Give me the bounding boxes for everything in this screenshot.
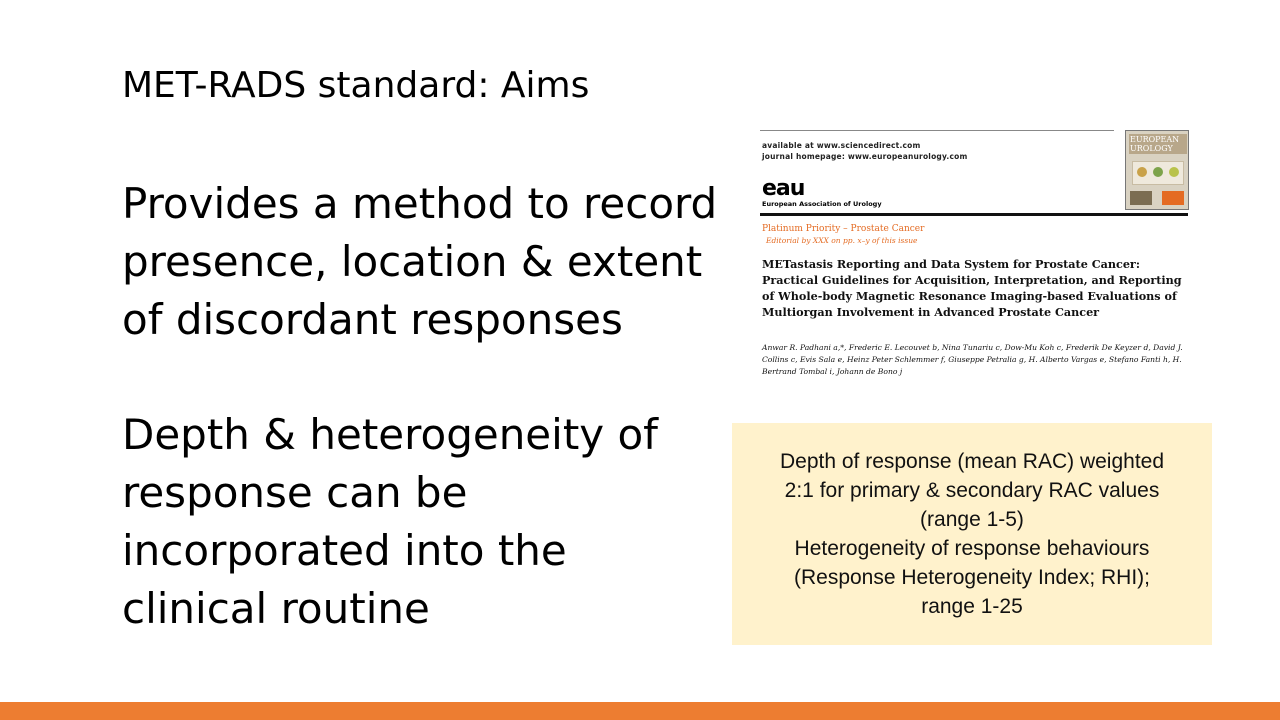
slide-title: MET-RADS standard: Aims xyxy=(122,65,590,106)
note-text: Depth of response (mean RAC) weighted 2:1 for primary & secondary RAC values (range 1-5) Heterogeneity of response behaviours (Response Heterogeneity Index; RHI); range 1-25 xyxy=(779,450,1165,618)
paper-priority: Platinum Priority – Prostate Cancer xyxy=(762,224,925,234)
paper-header-image xyxy=(760,128,1190,380)
paper-authors: Anwar R. Padhani a,*, Frederic E. Lecouvet b, Nina Tunariu c, Dow-Mu Koh c, Frederik De Keyzer d, David J. Collins c, Evis Sala e, Heinz Peter Schlemmer f, Giuseppe Petralia g, H. Alberto Vargas e, Stefano Fanti h, H. Bertrand Tombal i, Johann de Bono j xyxy=(762,343,1183,376)
bullet-1: Provides a method to record presence, location & extent of discordant responses xyxy=(122,179,718,344)
paper-title: METastasis Reporting and Data System for Prostate Cancer: Practical Guidelines for Acquisition, Interpretation, and Reporting of Whole-body Magnetic Resonance Imaging-based Evaluations of Multiorgan Involvement in Advanced Prostate Cancer xyxy=(762,257,1182,319)
paper-header-rule xyxy=(760,213,1188,216)
homepage-line: journal homepage: www.europeanurology.com xyxy=(762,152,968,161)
bottom-accent-bar xyxy=(0,702,1280,720)
available-line: available at www.sciencedirect.com xyxy=(762,141,921,150)
eau-logo-subtitle: European Association of Urology xyxy=(762,200,882,208)
cover-stripe xyxy=(1130,191,1152,205)
note-box xyxy=(732,423,1212,645)
paper-top-rule xyxy=(760,130,1114,131)
journal-cover-thumbnail xyxy=(1125,130,1189,210)
cover-title: EUROPEAN UROLOGY xyxy=(1129,134,1187,154)
paper-editorial-note: Editorial by XXX on pp. x–y of this issue xyxy=(766,236,918,245)
cover-orange-block xyxy=(1162,191,1184,205)
eau-logo: eau xyxy=(762,176,805,201)
bullet-2: Depth & heterogeneity of response can be incorporated into the clinical routine xyxy=(122,410,658,633)
cover-art xyxy=(1132,161,1184,185)
paper-availability xyxy=(762,140,967,162)
